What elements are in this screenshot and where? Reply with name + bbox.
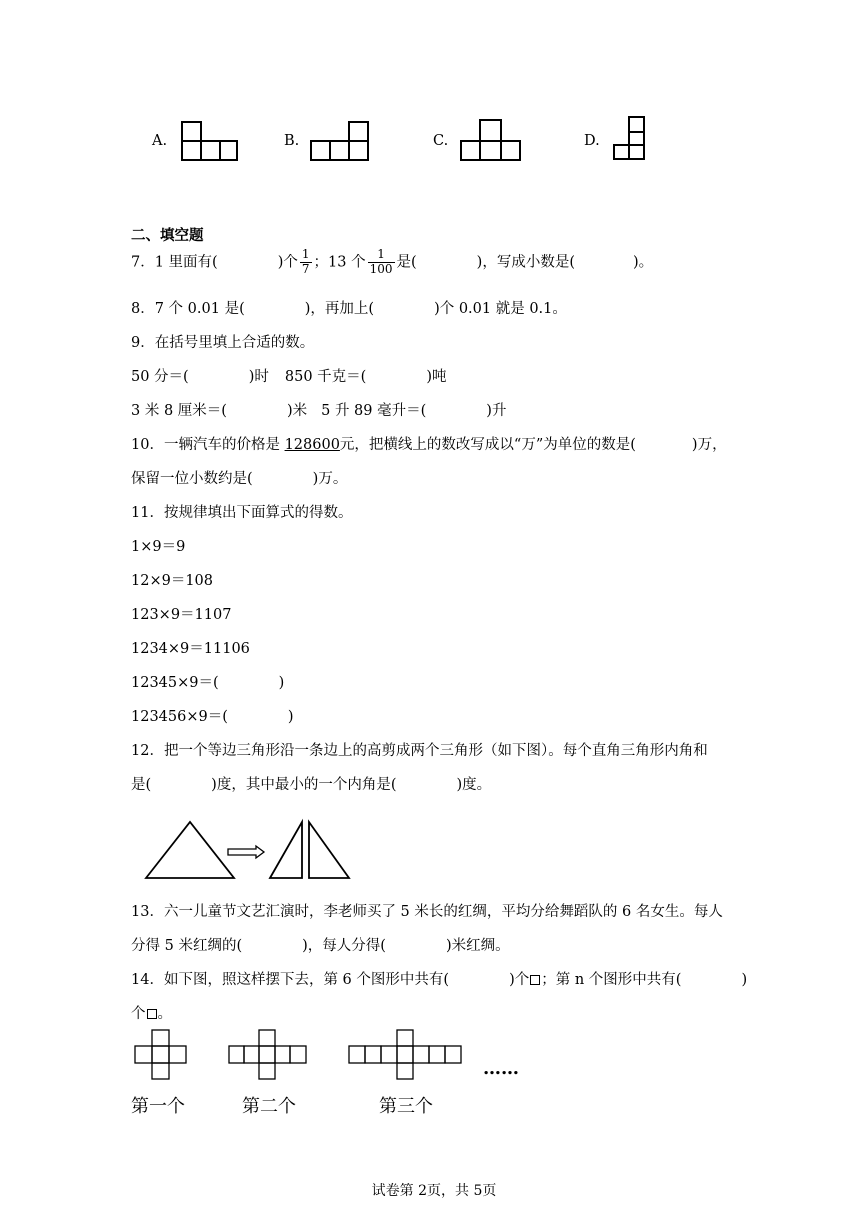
q11-line-6-close: ) [287,709,294,725]
question-14-line-2 [131,1002,172,1023]
q14-text-b: )个 [509,972,530,988]
fraction-one-hundredth [368,248,395,277]
q12-text-d: )度。 [456,777,492,793]
pattern-figure-1 [134,1029,190,1081]
arrow-icon [228,846,264,858]
choice-b-figure [309,120,371,162]
frac1-den: 7 [301,261,310,276]
frac2-den: 100 [369,261,393,276]
caption-figure-1: 第一个 [131,1096,185,1117]
q8-text-b: )，再加上( [304,301,375,317]
q13-text-d: )米红绸。 [445,938,510,954]
q9-l2a: 3 米 8 厘米＝( [131,403,227,419]
frac2-num: 1 [368,248,395,263]
q11-line-5-text: 12345×9＝( [131,675,219,691]
question-7 [131,248,653,277]
q7-text-e: )，写成小数是( [476,254,575,271]
choice-c-figure [459,118,523,162]
q7-text-a: 7．1 里面有( [131,254,218,271]
q9-l2b: )米 [286,403,308,419]
q13-text-b: 分得 5 米红绸的( [131,938,243,954]
question-10-line-1 [131,433,727,454]
pattern-figure-3 [348,1029,464,1081]
q14-text-f: 。 [157,1006,172,1022]
section-title: 二、填空题 [131,227,204,244]
q11-line-2: 12×9＝108 [131,573,214,589]
q11-line-3: 123×9＝1107 [131,607,232,623]
small-square-icon [147,1009,157,1019]
q14-text-c: ；第 n 个图形中共有( [541,972,682,988]
q9-l2c: 5 升 89 毫升＝( [321,403,427,419]
q10-text-a: 10．一辆汽车的价格是 [131,437,285,453]
q8-text-c: )个 0.01 就是 0.1。 [434,301,567,317]
ellipsis: …… [483,1058,519,1079]
pattern-figure-2 [228,1029,312,1081]
frac1-num: 1 [301,247,310,261]
q14-text-d: ) [741,972,748,988]
question-9-line-2 [131,399,506,420]
q11-line-5 [131,671,284,692]
question-12-line-2 [131,773,491,794]
choice-c-label: C. [433,133,449,149]
q9-l1a: 50 分＝( [131,369,189,385]
choice-a-figure [180,120,240,162]
right-triangle-right [309,822,349,878]
q11-line-6 [131,705,294,726]
q7-text-b: )个 [277,254,298,271]
choice-b-label: B. [284,133,300,149]
choice-d-figure [612,115,648,163]
q10-text-b: 元，把横线上的数改写成以“万”为单位的数是( [339,437,636,453]
q13-text-c: )，每人分得( [302,938,386,954]
q11-line-5-close: ) [278,675,285,691]
q10-underlined-number: 128600 [284,437,340,453]
question-9-title: 9．在括号里填上合适的数。 [131,335,315,351]
question-9-line-1 [131,365,447,386]
q9-l1d: )吨 [426,369,447,385]
q9-l2d: )升 [486,403,507,419]
choice-d-label: D. [584,133,600,149]
question-11-title: 11．按规律填出下面算式的得数。 [131,505,353,521]
caption-figure-2: 第二个 [242,1096,296,1117]
q12-text-b: 是( [131,777,152,793]
q7-text-c: ；13 个 [313,254,366,271]
q14-text-e: 个 [131,1006,146,1022]
equilateral-triangle [146,822,234,878]
question-13-line-2 [131,934,510,955]
question-14-line-1 [131,968,747,989]
q8-text-a: 8．7 个 0.01 是( [131,301,245,317]
question-10-line-2 [131,467,347,488]
q10-text-e: )万。 [312,471,348,487]
q10-text-d: 保留一位小数约是( [131,471,253,487]
q9-l1c: 850 千克＝( [284,369,367,385]
q7-text-d: 是( [396,254,417,271]
q14-text-a: 14．如下图，照这样摆下去，第 6 个图形中共有( [131,972,450,988]
right-triangle-left [270,822,302,878]
choice-a-label: A. [152,133,168,149]
caption-figure-3: 第三个 [379,1096,433,1117]
small-square-icon [530,975,540,985]
q9-l1b: )时 [248,369,269,385]
page-footer: 试卷第 2页，共 5页 [371,1183,497,1199]
q11-line-1: 1×9＝9 [131,539,186,555]
question-12-line-1: 12．把一个等边三角形沿一条边上的高剪成两个三角形（如下图）。每个直角三角形内角和 [131,743,708,759]
question-13-line-1: 13．六一儿童节文艺汇演时，李老师买了 5 米长的红绸，平均分给舞蹈队的 6 名女生。每人 [131,904,723,920]
triangle-cut-figure [143,817,358,881]
q7-text-f: )。 [633,254,654,271]
q11-line-6-text: 123456×9＝( [131,709,228,725]
fraction-one-seventh [300,248,312,277]
q12-text-c: )度，其中最小的一个内角是( [211,777,397,793]
q10-text-c: )万， [691,437,727,453]
q11-line-4: 1234×9＝11106 [131,641,250,657]
question-8 [131,297,567,318]
